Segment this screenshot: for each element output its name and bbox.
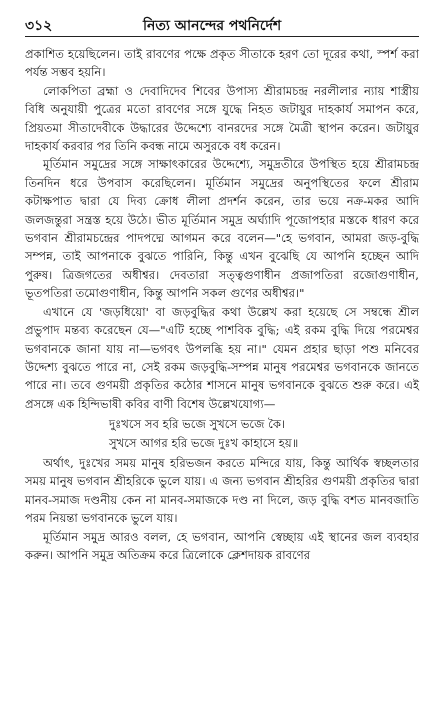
paragraph: মূর্তিমান সমুদ্রের সঙ্গে সাক্ষাৎকারের উদ্দেশ্যে, সমুদ্রতীরে উপস্থিত হয়ে শ্রীরামচন্দ্র তিনদিন ধরে উপবাস করেছিলেন। মূর্তিমান সমুদ্রের অনুপস্থিতের ফলে শ্রীরাম কটাক্ষপাত দ্বারা যে দিব্য ক্রোধ লীলা প্রদর্শন করেন, তার ভয়ে নক্র-মকর আদি জলজন্তুরা সন্ত্রস্ত হয়ে উঠে। ভীত মূর্তিমান সমুদ্র অর্ঘ্যাদি পূজোপহার মস্তকে ধারণ করে ভগবান শ্রীরামচন্দ্রের পাদপদ্মে আগমন করে বলেন—"হে ভগবান, আমরা জড়-বুদ্ধি সম্পন্ন, তাই আপনাকে বুঝতে পারিনি, কিন্তু এখন বুঝেছি যে আপনি হচ্ছেন আদি পুরুষ। ত্রিজগতের অধীশ্বর। দেবতারা সত্ত্বগুণাধীন প্রজাপতিরা রজোগুণাধীন, ভূতপতিরা তমোগুণাধীন, কিন্তু আপনি সকল গুণের অধীশ্বর।": [25, 157, 419, 301]
paragraph: লোকপিতা ব্রহ্মা ও দেবাদিদেব শিবের উপাস্য শ্রীরামচন্দ্র নরলীলার ন্যায় শাস্ত্রীয় বিধি অনুযায়ী পুত্রের মতো রাবণের সঙ্গে যুদ্ধে নিহত জটায়ুর দাহকার্য সমাপন করে, প্রিয়তমা সীতাদেবীকে উদ্ধারের উদ্দেশ্যে বানরদের সঙ্গে মৈত্রী স্থাপন করেন। জটায়ুর দাহকার্য করবার পর তিনি কবন্ধ নামে অসুরকে বধ করেন।: [25, 83, 419, 154]
page-number: ৩১২: [25, 18, 53, 34]
paragraph: মূর্তিমান সমুদ্র আরও বলল, হে ভগবান, আপনি স্বেচ্ছায় এই স্থানের জল ব্যবহার করুন। আপনি সমুদ্র অতিক্রম করে ত্রিলোকে ক্লেশদায়ক রাবণের: [25, 529, 419, 562]
verse-line: দুঃখসে সব হরি ভজে সুখসে ভজে কৈ।: [109, 417, 286, 432]
running-title: নিত্য আনন্দের পথনির্দেশ: [143, 18, 282, 34]
paragraph: এখানে যে 'জড়ধিয়ো' বা জড়বুদ্ধির কথা উল্লেখ করা হয়েছে সে সম্বন্ধে শ্রীল প্রভুপাদ মন্তব্য করেছেন যে—"এটি হচ্ছে পাশবিক বুদ্ধি; এই রকম বুদ্ধি দিয়ে পরমেশ্বর ভগবানকে জানা যায় না—ভগবৎ উপলব্ধি হয় না।" যেমন প্রহার ছাড়া পশু মনিবের উদ্দেশ্য বুঝতে পারে না, সেই রকম জড়বুদ্ধি-সম্পন্ন মানুষ পরমেশ্বর ভগবানকে জানতে পারে না। তবে গুণময়ী প্রকৃতির কঠোর শাসনে মানুষ ভগবানকে বুঝতে শুরু করে। এই প্রসঙ্গে এক হিন্দিভাষী কবির বাণী বিশেষ উল্লেখযোগ্য—: [25, 304, 419, 411]
page-header: [25, 14, 419, 37]
verse-line: সুখসে আগর হরি ভজে দুঃখ কাহাসে হয়॥: [109, 435, 299, 450]
paragraph: প্রকাশিত হয়েছিলেন। তাই রাবণের পক্ষে প্রকৃত সীতাকে হরণ তো দূরের কথা, স্পর্শ করা পর্যন্ত সম্ভব হয়নি।: [25, 47, 419, 80]
hindi-verse: [25, 415, 419, 452]
paragraph: অর্থাৎ, দুঃখের সময় মানুষ হরিভজন করতে মন্দিরে যায়, কিন্তু আর্থিক স্বচ্ছলতার সময় মানুষ ভগবান শ্রীহরিকে ভুলে যায়। এ জন্য ভগবান শ্রীহরির গুণময়ী প্রকৃতির দ্বারা মানব-সমাজ দণ্ডনীয় কেন না মানব-সমাজকে দণ্ড না দিলে, জড় বুদ্ধি বশত মানবজাতি পরম নিয়ন্তা ভগবানকে ভুলে যায়।: [25, 455, 419, 526]
page-body: [25, 45, 419, 564]
